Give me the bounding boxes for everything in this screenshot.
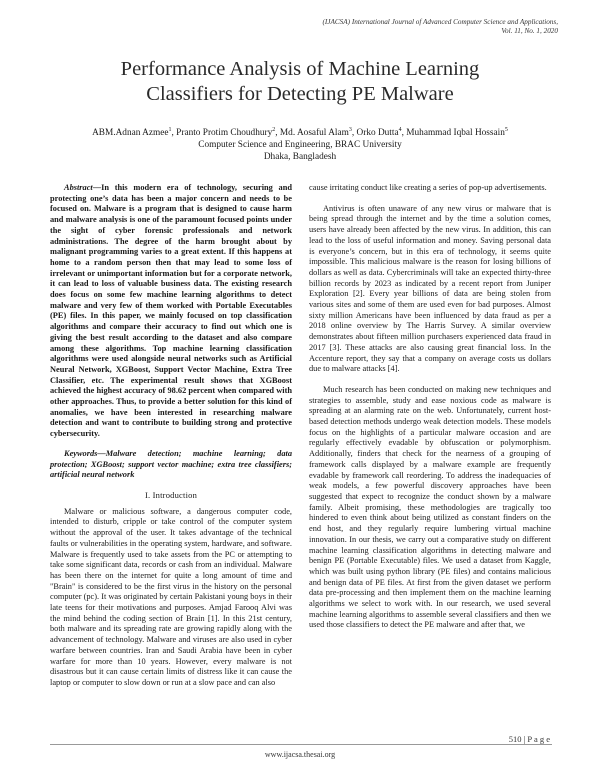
abstract-text: —In this modern era of technology, securing and protecting one’s data has been a major concern and needs to be focused on. Malware is a program that is designed to cause harm and malware analysis is one of the paramount focused points under the sight of cyber forensic professionals and network administrations. The degree of the harm brought about by malignant programming varies to a great extent. If this happens at home to a random person then that may lead to some loss of irrelevant or unimportant information but for a corporate network, it can lead to loss of valuable business data. The existing research does focus on some few machine learning algorithms to detect malware and very few of them worked with Portable Executables (PE) files. In this paper, we mainly focused on top classification algorithms and compare their accuracy to find out which one is giving the best result according to the dataset and also compare among these algorithms. Top machine learning classification algorithms were used alongside neural networks such as Artificial Neural Network, XGBoost, Support Vector Machine, Extra Tree Classifier, etc. The experimental result shows that XGBoost achieved the highest accuracy of 98.62 percent when compared with other approaches. Thus, to provide a better solution for this kind of anomalies, we have been interested in researching malware detection and want to contribute to building strong and protective cybersecurity. — [50, 183, 292, 439]
affiliation: Computer Science and Engineering, BRAC University — [198, 140, 402, 150]
abstract — [50, 183, 292, 440]
abstract-label: Abstract — [64, 183, 93, 192]
author: Orko Dutta$^4$, — [356, 127, 407, 139]
author-list — [30, 124, 570, 139]
section-heading: I. Introduction — [144, 489, 198, 500]
journal-volume: Vol. 11, No. 1, 2020 — [501, 27, 558, 35]
paragraph: Antivirus is often unaware of any new virus or malware that is being spread through the internet and by the time a solution comes, users have already been affected by the new virus. In addition, this can lead to the loss of useful information and money. Saving personal data is everyone’s concern, but in this era of technology, it seems quite impossible. This malicious malware is the reason for losing billions of dollars as well as data. Cybercriminals will take an expected thirty-three billion records by 2023 as indicated by a recent report from Juniper Exploration [2]. Every year billions of data are being stolen from various sites and some of them are used even for bad purposes. Almost sixty million Americans have been influenced by data fraud as per a 2018 online overview by The Harris Survey. A similar overview demonstrates about fifteen million purchasers experienced data fraud in 2017 [3]. These attacks are also causing great financial loss. In the Accenture report, they say that a company on average costs us dollars due to malware attacks [4]. — [309, 203, 551, 374]
footer-divider — [50, 744, 552, 745]
journal-url: www.ijacsa.thesai.org — [264, 750, 336, 759]
author: Muhammad Iqbal Hossain$^5$ — [406, 127, 508, 139]
affiliation-block — [30, 139, 570, 163]
paragraph: cause irritating conduct like creating a series of pop-up advertisements. — [309, 183, 547, 192]
journal-name: (IJACSA) International Journal of Advanced Computer Science and Applications, — [322, 18, 558, 26]
author: Pranto Protim Choudhury$^2$, — [176, 127, 280, 139]
location: Dhaka, Bangladesh — [263, 152, 337, 162]
left-column — [50, 183, 292, 689]
paragraph: Much research has been conducted on making new techniques and strategies to assemble, study and ease noxious code as malware is spreading at an alarming rate on the web. Unfortunately, current host-based detection methods undergo weak detection models. These models focus on the highlights of a particular malware occasion and are regularly effectively evadable by obfuscation or polymorphism. Additionally, finders that check for the nearness of a grouping of framework calls displayed by a malware example are frequently evadable by framework call reordering. To address the inadequacies of weak models, a few powerful discovery approaches have been suggested that expect to recognize the conduct shown by a malware family. Albeit promising, these methodologies are tragically too hindered to even think about being utilized as constant finders on the end host, and they regularly require lumbering virtual machine innovation. In our thesis, we carry out a comparative study on different machine learning classification algorithms in detecting malware and benign PE (Portable Executable) files. We used a dataset from Kaggle, which was built using python library (PE files) and contains malicious and benign data of PE files. At first from the given dataset we perform data pre-processing and then implement them on the machine learning algorithms we select to work with. In our research, we used several machine learning algorithms to assemble several classifiers and then we used those classifiers to detect the PE malware and after that, we — [309, 384, 551, 630]
page-number: 510 | P a g e — [508, 734, 550, 744]
paragraph: Malware or malicious software, a dangerous computer code, intended to disturb, cripple or take control of the computer system without the approval of the user. It takes advantage of the technical faults or vulnerabilities in the operating system, hardware, and software. Malware is frequently used to take assets from the PC or attempting to take some significant data, records or cash from an individual. Malware has been there on the internet for quite a long amount of time and "Brain" is considered to be the first virus in the history on the personal computer (pc). It was originated by certain Pakistani young boys in their late teens for their motivations and purposes. Amjad Farooq Alvi was the mind behind the coding section of Brain [1]. In this 21st century, both malware and its spreading rate are growing rapidly along with the advancement of technology. Malware and viruses are also used in cyber warfare between countries. Iran and Saudi Arabia have been in cyber warfare for more than 10 years. However, every malware is not disastrous but it can cause certain limits of distress like it can cause the laptop or computer to slow down or run at a slow pace and can also — [50, 506, 292, 687]
journal-header — [198, 18, 558, 36]
keywords: Keywords—Malware detection; machine learning; data protection; XGBoost; support vector machine; extra tree classifiers; artificial neural network — [50, 448, 292, 480]
paper-title: Performance Analysis of Machine Learning Classifiers for Detecting PE Malware — [120, 58, 480, 105]
author: ABM.Adnan Azmee$^1$, — [92, 127, 177, 139]
author: Md. Aosaful Alam$^3$, — [279, 127, 357, 139]
right-column — [309, 183, 551, 631]
